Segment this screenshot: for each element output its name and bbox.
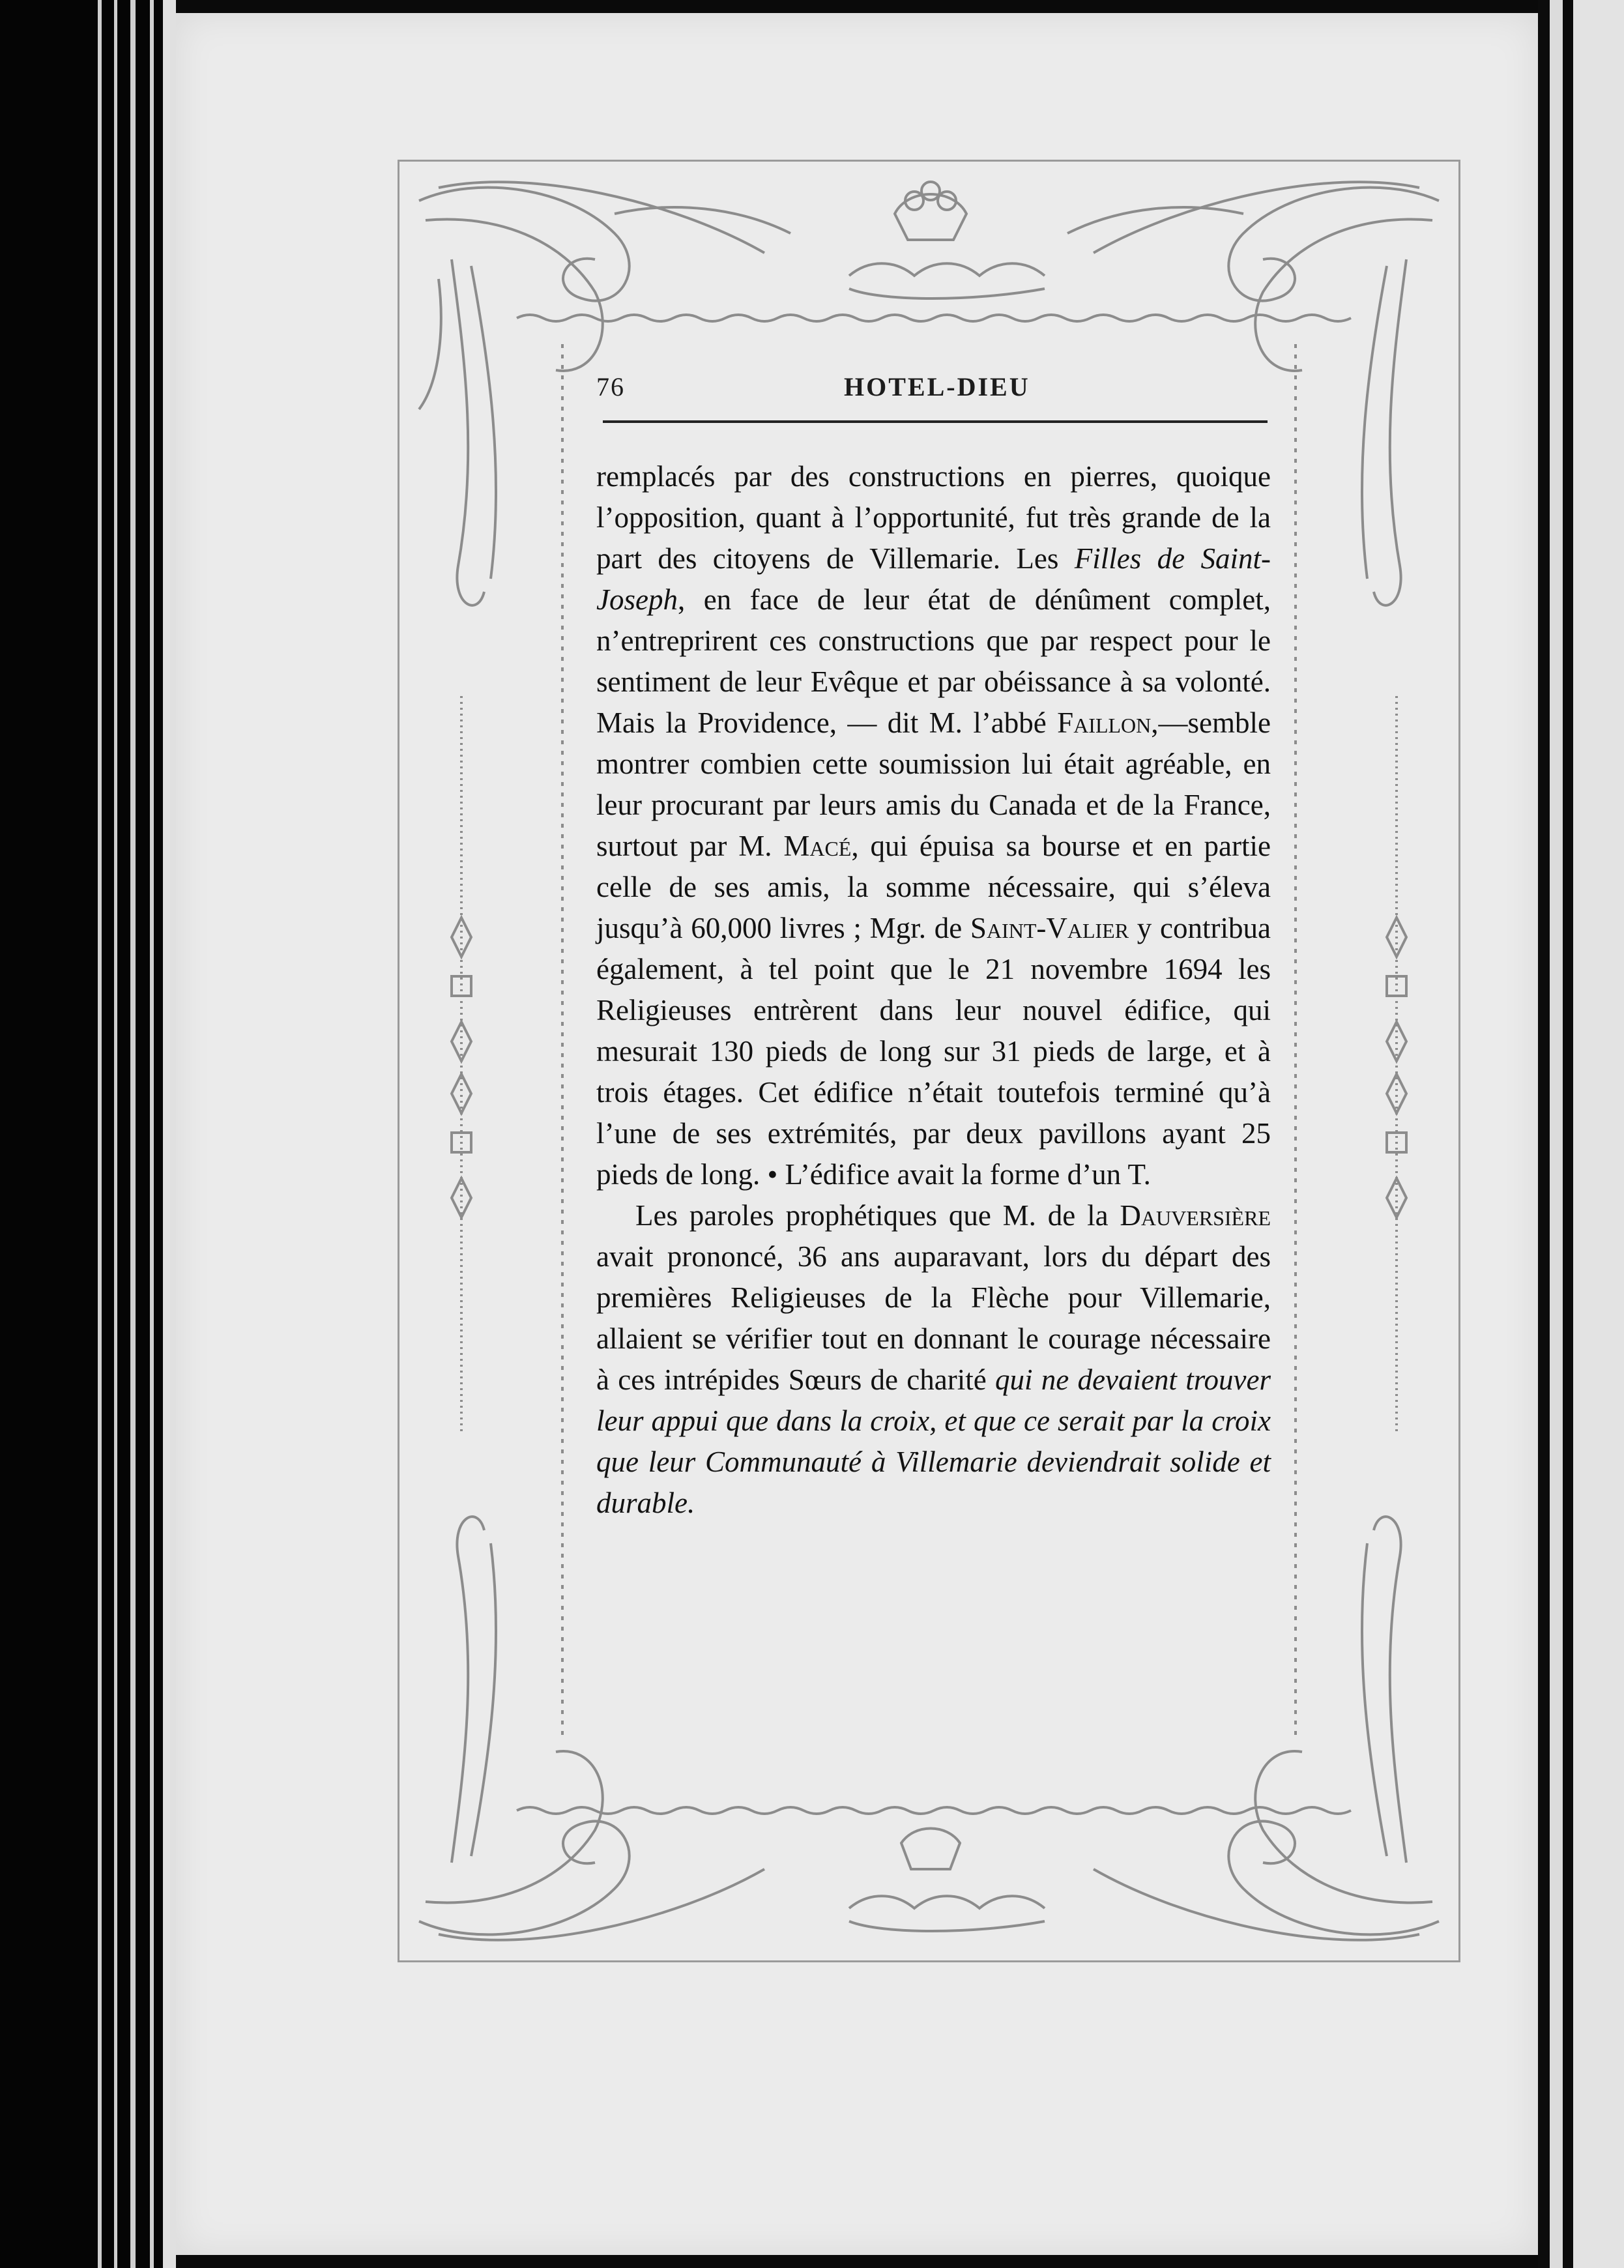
running-title: HOTEL-DIEU	[844, 372, 1030, 401]
page-edge-line	[150, 0, 154, 2268]
paragraph	[596, 1195, 1271, 1524]
smallcaps-name: Faillon	[1057, 706, 1152, 739]
italic-run: Filles de Saint-Joseph	[596, 542, 1271, 616]
page-number: 76	[596, 372, 625, 401]
running-header	[596, 371, 1268, 411]
italic-run: qui ne devaient trouver leur appui que dans la croix, et que ce serait par la croix que leur Communauté à Villemarie deviendrait solide et durable.	[596, 1363, 1271, 1519]
text-run: remplacés par des constructions en pierres, quoique l’opposition, quant à l’opportunité, fut très grande de la part des citoyens de Villemarie. Les	[596, 460, 1271, 575]
text-run: Les paroles prophétiques que M. de la	[635, 1199, 1120, 1232]
header-rule	[603, 420, 1268, 423]
smallcaps-name: Dauversière	[1120, 1199, 1271, 1232]
text-run: ,—semble montrer combien cette soumission lui était agréable, en leur procurant par leurs amis du Canada et de la France, surtout par M.	[596, 706, 1271, 862]
text-run: , en face de leur état de dénûment complet, n’entreprirent ces constructions que par respect pour le sentiment de leur Evêque et par obéissance à sa volonté. Mais la Providence, — dit M. l’abbé	[596, 583, 1271, 739]
text-run: y contribua également, à tel point que le 21 novembre 1694 les Religieuses entrèrent dans leur nouvel édifice, qui mesurait 130 pieds de long sur 31 pieds de large, et à trois étages. Cet édifice n’était toutefois terminé qu’à l’une de ses extrémités, par deux pavillons ayant 25 pieds de long. • L’édifice avait la forme d’un T.	[596, 912, 1271, 1191]
text-run: avait prononcé, 36 ans auparavant, lors du départ des premières Religieuses de la Flèche pour Villemarie, allaient se vérifier tout en donnant le courage nécessaire à ces intrépides Sœurs de charité	[596, 1240, 1271, 1396]
scan-right-margin	[1538, 0, 1624, 2268]
smallcaps-name: Saint-Valier	[970, 912, 1129, 944]
paragraph	[596, 456, 1271, 1195]
page-edge-line	[114, 0, 117, 2268]
facing-page-edge	[1550, 0, 1563, 2268]
page-edge-line	[98, 0, 102, 2268]
scan-left-margin	[0, 0, 176, 2268]
page-edge-line	[130, 0, 136, 2268]
text-run: , qui épuisa sa bourse et en partie celle de ses amis, la somme nécessaire, qui s’éleva jusqu’à 60,000 livres ; Mgr. de	[596, 830, 1271, 944]
smallcaps-name: Macé	[783, 830, 852, 862]
body-text	[596, 456, 1271, 1524]
facing-page	[1573, 0, 1624, 2268]
page-edge-line	[163, 0, 176, 2268]
